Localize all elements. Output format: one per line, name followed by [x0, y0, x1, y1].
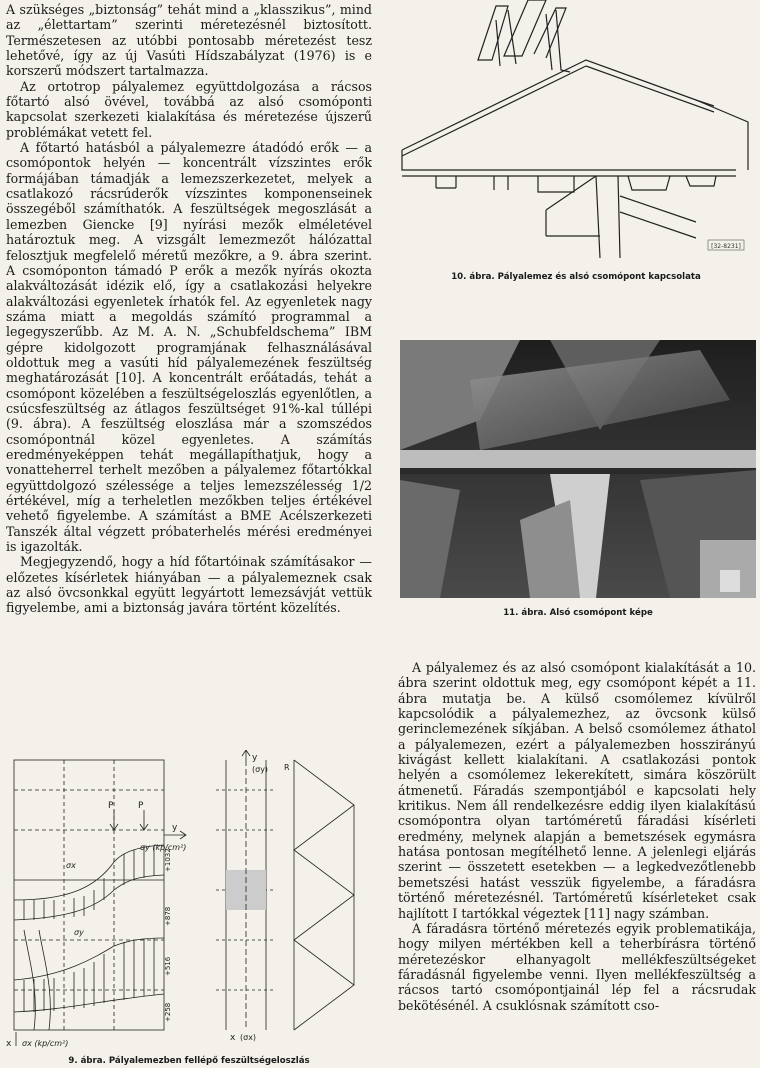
right-text-column: [398, 660, 756, 1013]
paragraph: A fáradásra történő méretezés egyik problematikája, hogy milyen mértékben kell a teherbírásra történő méretezéskor elhanyagolt mellékfeszültségeket fáradásnál figyelembe venni. Ilyen mellékfeszültség a rácsos tartó csomópontjainál lép fel a rácsrudak bekötésénél. A csuklósnak számított cso-: [398, 920, 756, 1013]
x-right-label: x: [230, 1033, 236, 1043]
paragraph: A főtartó hatásból a pályalemezre átadódó erők — a csomópontok helyén — koncentrált vízszintes erők formájában támadják a lemezszerkezetet, melyek a csatlakozó rácsrúderők vízszintes komponenseinek összegéből számíthatók. A feszültségek megoszlását a lemezben Giencke [9] nyírási mezők elméletével határoztuk meg. A vizsgált lemezmezőt hálózattal felosztjuk megfelelő méretű mezőkre, a 9. ábra szerint. A csomóponton támadó P erők a mezők nyírás okozta alakváltozását idézik elő, így a csatlakozási helyekre alakváltozási egyenletek írhatók fel. Az egyenletek nagy száma miatt a megoldás számító programmal a legegyszerűbb. Az M. A. N. „Schubfeldschema” IBM gépre kidolgozott programjának felhasználásával oldottuk meg a vasúti híd pályalemezének feszültség meghatározását [10]. A koncentrált erőátadás, tehát a csomópont közelében a feszültségeloszlás egyenlőtlen, a csúcsfeszültség az átlagos feszültséget 91%-kal túllépi (9. ábra). A feszültség eloszlása már a szomszédos csomópontnál közel egyenletes. A számítás eredményeképpen tehát megállapíthatjuk, hogy a vonatteherrel terhelt mezőben a pályalemez főtartókkal együttdolgozó szélessége a teljes lemezszélesség 1/2 értékével, míg a terheletlen mezőkben teljes értékével vehető figyelembe. A számítást a BME Acélszerkezeti Tanszék által végzett próbaterhelés mérési eredményei is igazolták.: [6, 140, 372, 555]
sigma-y-right-label: (σy): [252, 765, 269, 774]
side-value: +516: [164, 956, 172, 976]
figure-9-caption: 9. ábra. Pályalemezben fellépő feszültségeloszlás: [68, 1056, 310, 1066]
paragraph: A pályalemez és az alsó csomópont kialakítását a 10. ábra szerint oldottuk meg, egy csomópont képét a 11. ábra mutatja be. A külső csomólemez kívülről kapcsolódik a pályalemezhez, az övcsonk külső gerinclemezének síkjában. A belső csomólemez áthatol a pályalemezen, ezért a pályalemezben hosszirányú kivágást kellett kialakítani. A csatlakozási pontok helyén a csomólemez lekerekített, simára köszörült átmenetű. Fáradás szempontjából e kapcsolati hely kritikus. Nem áll rendelkezésre eddig ilyen kialakítású csomópontra olyan tartóméretű fáradási kísérleti eredmény, melynek alapján a bemetszések egymásra hatása pontosan megítélhető lenne. A jelenlegi eljárás szerint — összetett esetekben — a legkedvezőtlenebb bemetszési hatást vesszük figyelembe, a fáradásra történő méretezésnél. Tartóméretű kísérleteket csak hajlított I tartókkal végeztek [11] nagy számban.: [398, 660, 756, 921]
sigma-y-unit-label: σy (kp/cm²): [140, 843, 187, 852]
y-right-label: y: [252, 753, 258, 763]
y-axis-label: y: [172, 823, 178, 833]
paragraph: Az ortotrop pályalemez együttdolgozása a rácsos főtartó alsó övével, továbbá az alsó csomóponti kapcsolat szerkezeti kialakítása és méretezése újszerű problémákat vetett fel.: [6, 78, 372, 140]
figure-10-drawing: [396, 0, 756, 264]
sigma-x-right-label: (σx): [240, 1033, 257, 1042]
side-value: +1032: [164, 848, 172, 872]
figure-10-stamp: [32-8231]: [711, 243, 741, 250]
figure-9: [4, 750, 374, 1050]
force-label-p1: P: [108, 801, 114, 811]
figure-9-drawing: [4, 750, 374, 1050]
x-axis-label: x: [6, 1039, 12, 1049]
figure-10-caption: 10. ábra. Pályalemez és alsó csomópont kapcsolata: [451, 272, 701, 282]
figure-11-photo: [400, 340, 756, 598]
force-label-p2: P: [138, 801, 144, 811]
sigma-x-label: σx: [66, 861, 76, 870]
sigma-x-unit-label: σx (kp/cm²): [22, 1039, 69, 1048]
side-value: +878: [164, 906, 172, 926]
paragraph: Megjegyzendő, hogy a híd főtartóinak számításakor — előzetes kísérletek hiányában — a pályalemeznek csak az alsó övcsonkkal együtt legyártott lemezsávját vettük figyelembe, ami a biztonság javára történt közelítés.: [6, 554, 372, 616]
sigma-y-label: σy: [74, 928, 84, 937]
bridge-node-photo: [400, 340, 756, 598]
r-label: R: [284, 763, 290, 772]
paragraph: A szükséges „biztonság” tehát mind a „klasszikus”, mind az „élettartam” szerinti méretezésnél biztosított. Természetesen az utóbbi pontosabb méretezést tesz lehetővé, így az új Vasúti Hídszabályzat (1976) is e korszerű módszert tartalmazza.: [6, 2, 372, 79]
left-text-column: [6, 2, 372, 616]
side-value: +258: [164, 1002, 172, 1022]
figure-11-caption: 11. ábra. Alsó csomópont képe: [503, 608, 653, 618]
figure-10: [396, 0, 756, 264]
